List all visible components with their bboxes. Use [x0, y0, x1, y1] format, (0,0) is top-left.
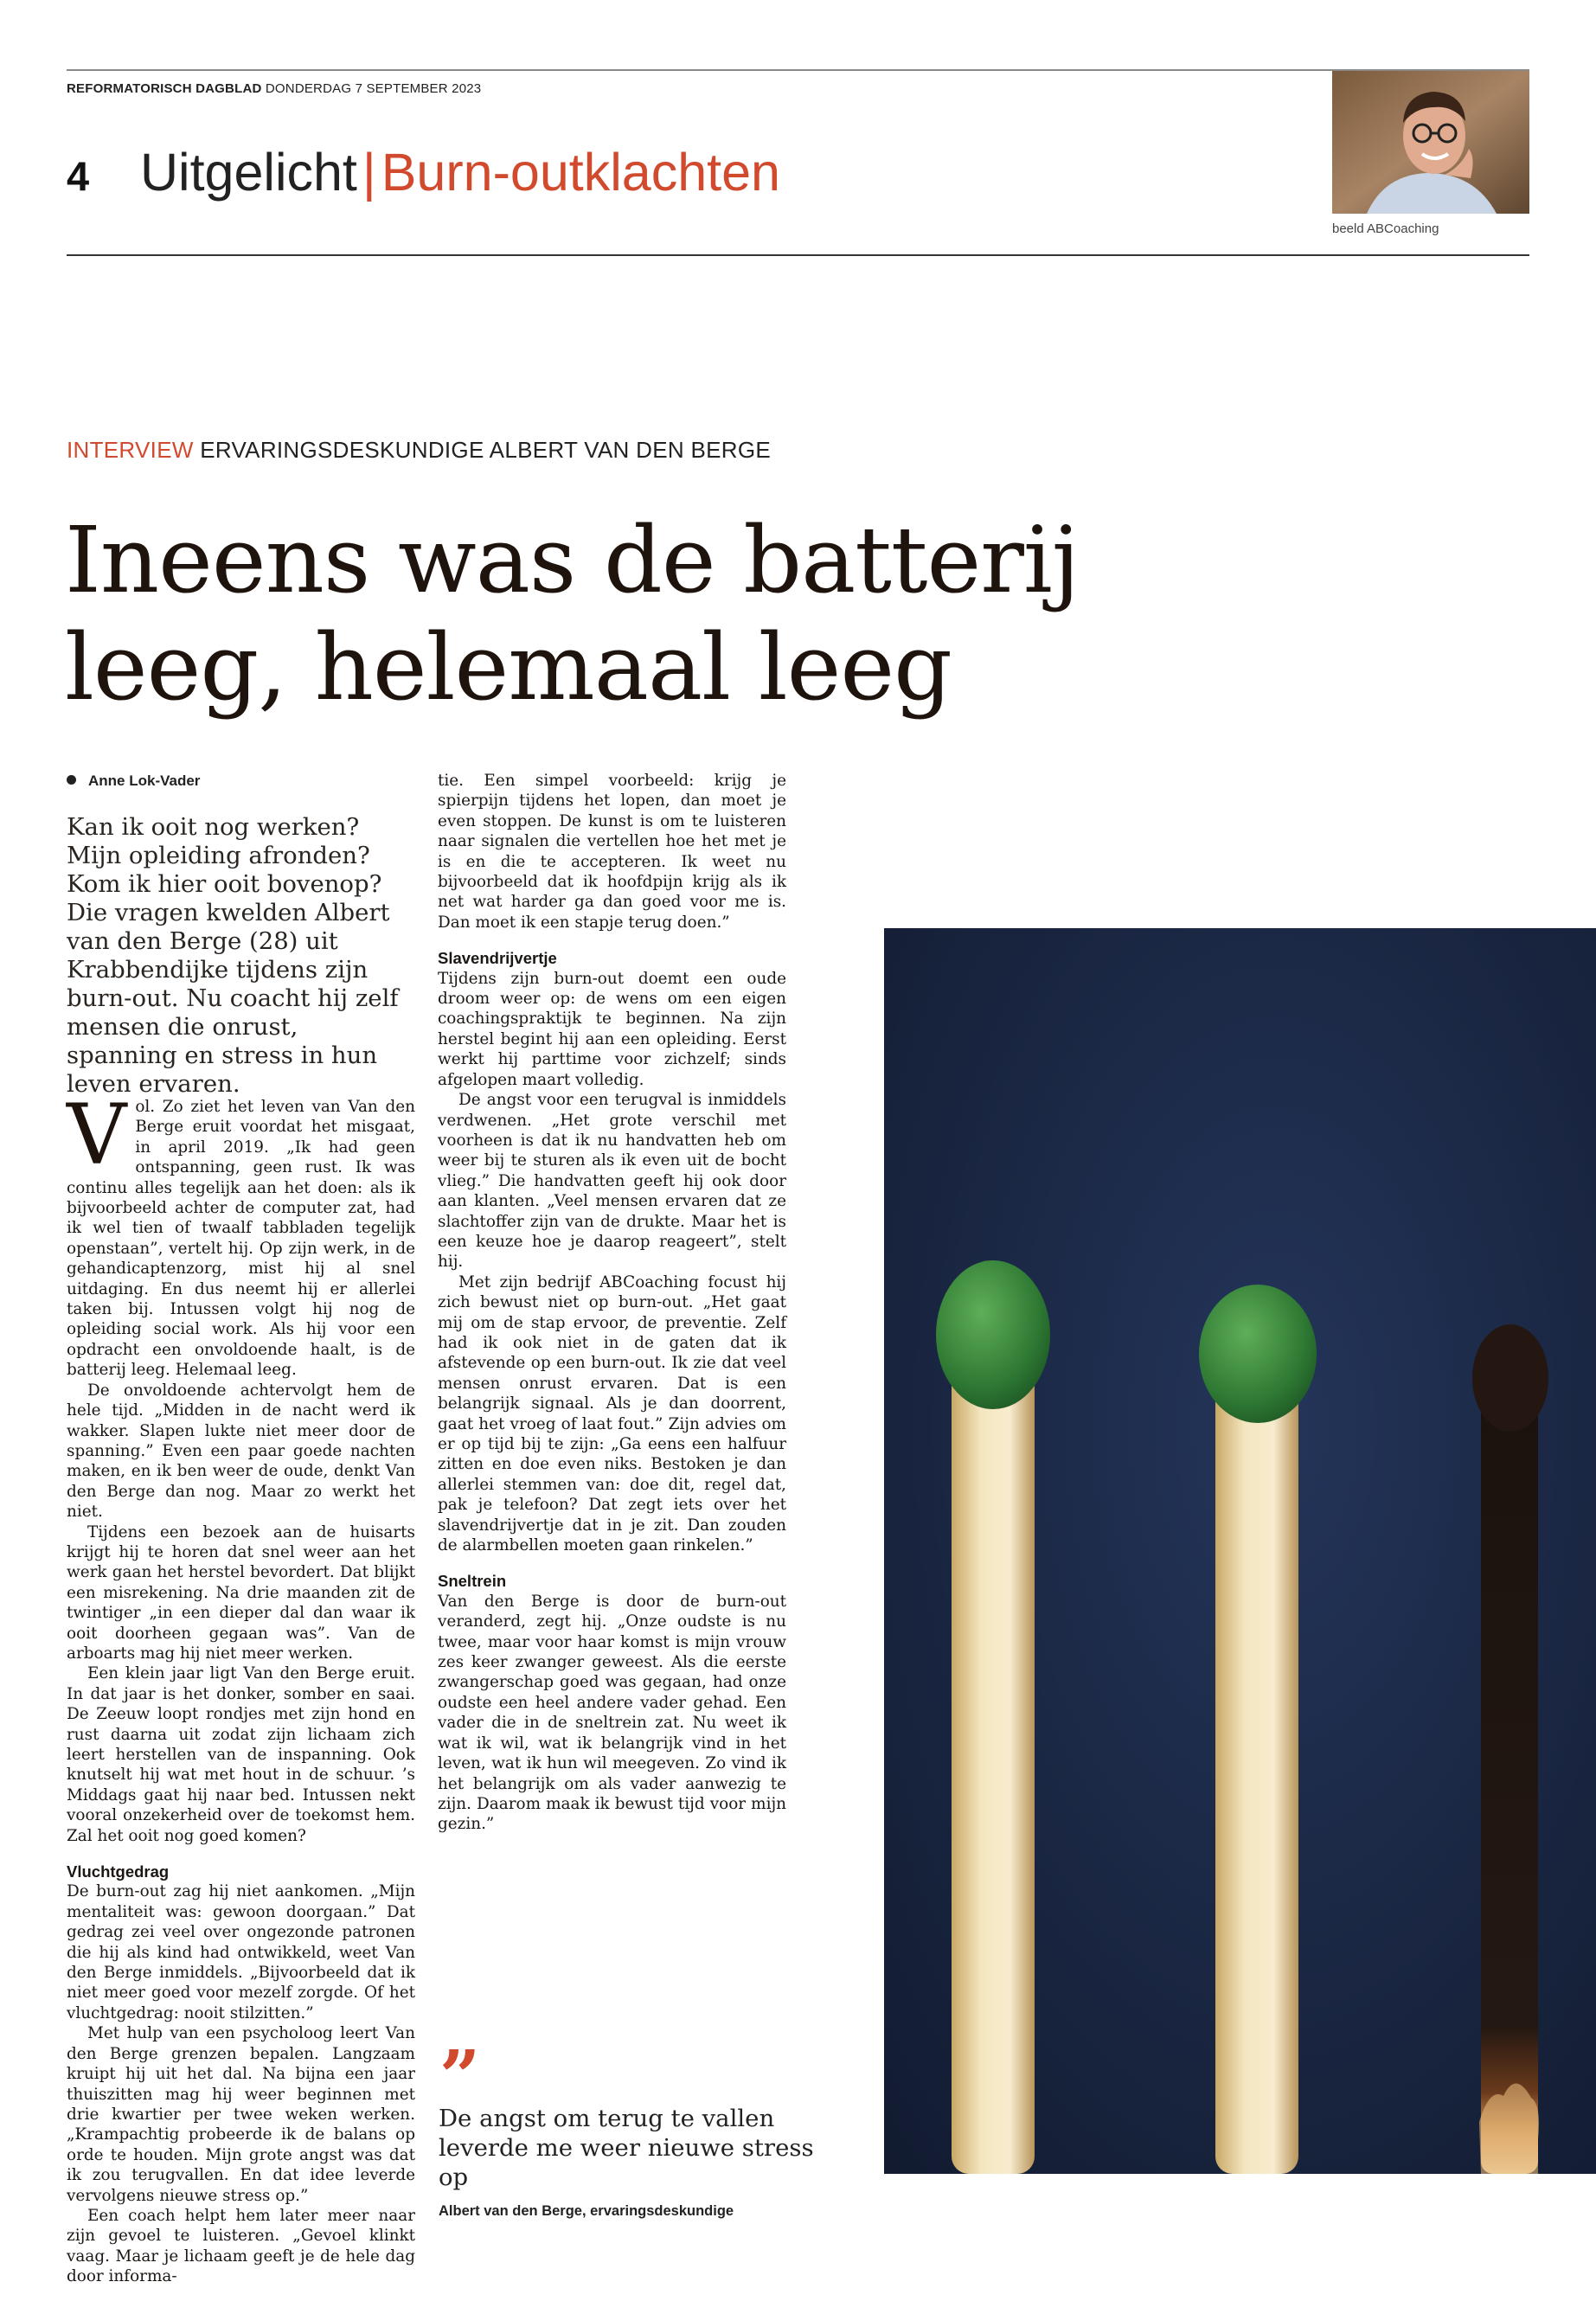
body-paragraph: Tijdens zijn burn-out doemt een oude droom weer op: de wens om een eigen coachingspraktijk te beginnen. Na zijn herstel begint hij aan een opleiding. Eerst werkt hij parttime voor zichzelf; sinds afgelopen maart volledig.	[438, 969, 786, 1089]
body-paragraph: Vol. Zo ziet het leven van Van den Berge eruit voordat het misgaat, in april 2019. „Ik had geen ontspanning, geen rust. Ik was continu alles tegelijk aan het doen: als ik bijvoorbeeld achter de computer zat, had ik wel tien of twaalf tabbladen tegelijk openstaan”, vertelt hij. Op zijn werk, in de gehandicaptenzorg, mist hij al snel uitdaging. En dus neemt hij er allerlei taken bij. Intussen volgt hij nog de opleiding social work. Als hij voor een opdracht een onvoldoende haalt, is de batterij leeg. Helemaal leeg.	[67, 1086, 415, 1380]
section-separator: |	[362, 143, 376, 202]
kicker-subject: ERVARINGSDESKUNDIGE ALBERT VAN DEN BERGE	[200, 437, 771, 463]
photo-credit: beeld ABCoaching	[1332, 221, 1439, 236]
headline	[65, 507, 1103, 721]
subheading: Sneltrein	[438, 1572, 507, 1591]
pull-quote-attribution: Albert van den Berge, ervaringsdeskundige	[439, 2203, 734, 2219]
headline-line-1: Ineens was de batterij	[65, 507, 1080, 613]
paper-date: DONDERDAG 7 SEPTEMBER 2023	[265, 81, 482, 96]
masthead	[67, 81, 481, 96]
body-paragraph: Een coach helpt hem later meer naar zijn gevoel te luisteren. „Gevoel klinkt vaag. Maar je lichaam geeft je de hele dag door informa-	[67, 2206, 415, 2286]
article-kicker	[67, 437, 771, 464]
body-paragraph: Met hulp van een psycholoog leert Van den Berge grenzen bepalen. Langzaam kruipt hij uit het dal. Na bijna een jaar thuiszitten mag hij weer beginnen met drie kwartier per twee weken werken. „Krampachtig probeerde ik de balans op orde te houden. Mijn grote angst was dat ik zou terugvallen. En dat idee leverde vervolgens nieuwe stress op.”	[67, 2024, 415, 2205]
pull-quote: De angst om terug te vallen leverde me weer nieuwe stress op	[439, 2105, 814, 2191]
body-paragraph: Een klein jaar ligt Van den Berge eruit. In dat jaar is het donker, somber en saai. De Zeeuw loopt rondjes met zijn hond en rust daarna uit zodat zijn lichaam zich leert herstellen van de inspanning. Ook knutselt hij wat met hout in de schuur. ’s Middags gaat hij naar bed. Intussen nekt vooral onzekerheid over de toekomst hem. Zal het ooit nog goed komen?	[67, 1664, 415, 1845]
quote-mark-icon: ”	[439, 2035, 481, 2118]
top-rule	[67, 69, 1529, 71]
body-paragraph: Van den Berge is door de burn-out veranderd, zegt hij. „Onze oudste is nu twee, maar voor haar komst is mijn vrouw zes keer zwanger geweest. Als die eerste zwangerschap goed was gegaan, had onze oudste een heel andere vader gehad. Een vader die in de sneltrein zat. Nu weet ik wat ik wil, wat ik belangrijk vind in het leven, wat ik hun wil meegeven. Zo vind ik het belangrijk om als vader aanwezig te zijn. Daarom maak ik bewust tijd voor mijn gezin.”	[438, 1592, 786, 1834]
body-paragraph: Met zijn bedrijf ABCoaching focust hij zich bewust niet op burn-out. „Het gaat mij om de stap ervoor, de preventie. Zelf had ik ook niet in de gaten dat ik afstevende op een burn-out. Ik zie dat veel mensen onrust ervaren. Dat is een belangrijk signaal. Als je dan doorrent, gaat het vroeg of laat fout.” Zijn advies om er op tijd bij te zijn: „Ga eens een halfuur zitten en doe even niks. Bestoken je dan allerlei stemmen van: doe dit, regel dat, pak je telefoon? Dat zegt iets over het slavendrijvertje dat in je zit. Dan zouden de alarmbellen moeten gaan rinkelen.”	[438, 1272, 786, 1555]
page-number: 4	[67, 153, 90, 199]
byline	[67, 772, 200, 790]
paper-name: REFORMATORISCH DAGBLAD	[67, 81, 262, 96]
body-paragraph: De burn-out zag hij niet aankomen. „Mijn mentaliteit was: gewoon doorgaan.” Dat gedrag zei veel over ongezonde patronen die hij als kind had ontwikkeld, weet Van den Berge inmiddels. „Bijvoorbeeld dat ik niet meer goed voor mezelf zorgde. Of het vluchtgedrag: nooit stilzitten.”	[67, 1882, 415, 2022]
matches-photo	[884, 928, 1596, 2174]
header-rule	[67, 254, 1529, 256]
body-paragraph: De angst voor een terugval is inmiddels verdwenen. „Het grote verschil met voorheen is dat ik nu handvatten heb om weer bij te sturen als ik even uit de bocht vlieg.” Die handvatten geeft hij ook door aan klanten. „Veel mensen ervaren dat ze slachtoffer zijn van de drukte. Maar het is een keuze hoe je daarop reageert”, stelt hij.	[438, 1091, 786, 1272]
intro-paragraph: Kan ik ooit nog werken? Mijn opleiding afronden? Kom ik hier ooit bovenop? Die vragen kwelden Albert van den Berge (28) uit Krabbendijke tijdens zijn burn-out. Nu coacht hij zelf mensen die onrust, spanning en stress in hun leven ervaren.	[67, 813, 399, 1098]
author-name: Anne Lok-Vader	[88, 772, 201, 789]
author-portrait	[1332, 71, 1529, 214]
drop-cap: V	[67, 1086, 127, 1183]
section-name: Uitgelicht	[140, 143, 357, 202]
section-heading	[140, 142, 780, 202]
body-paragraph: De onvoldoende achtervolgt hem de hele tijd. „Midden in de nacht werd ik wakker. Slapen lukte niet meer door de spanning.” Even een paar goede nachten maken, en ik ben weer de oude, denkt Van den Berge dan nog. Maar zo werkt het niet.	[67, 1381, 415, 1522]
body-paragraph: tie. Een simpel voorbeeld: krijg je spierpijn tijdens het lopen, dan moet je even stoppen. De kunst is om te luisteren naar signalen die vertellen hoe het met je is en die te accepteren. Ik weet nu bijvoorbeeld dat ik hoofdpijn krijg als ik net wat harder ga dan goed voor me is. Dan moet ik een stapje terug doen.”	[438, 772, 786, 932]
section-topic: Burn-outklachten	[381, 143, 780, 202]
bullet-icon	[67, 775, 76, 785]
article-column-2	[438, 771, 786, 1835]
headline-line-2: leeg, helemaal leeg	[65, 614, 952, 721]
subheading: Slavendrijvertje	[438, 949, 557, 968]
article-column-1	[67, 1086, 415, 2287]
body-paragraph: Tijdens een bezoek aan de huisarts krijgt hij te horen dat snel weer aan het werk gaan het herstel bevordert. Dat blijkt een misrekening. Na drie maanden zit de twintiger „in een dieper dal dan waar ik ooit doorheen gegaan was”. Van de arboarts mag hij niet meer werken.	[67, 1522, 415, 1663]
kicker-label: INTERVIEW	[67, 437, 194, 463]
subheading: Vluchtgedrag	[67, 1862, 170, 1881]
